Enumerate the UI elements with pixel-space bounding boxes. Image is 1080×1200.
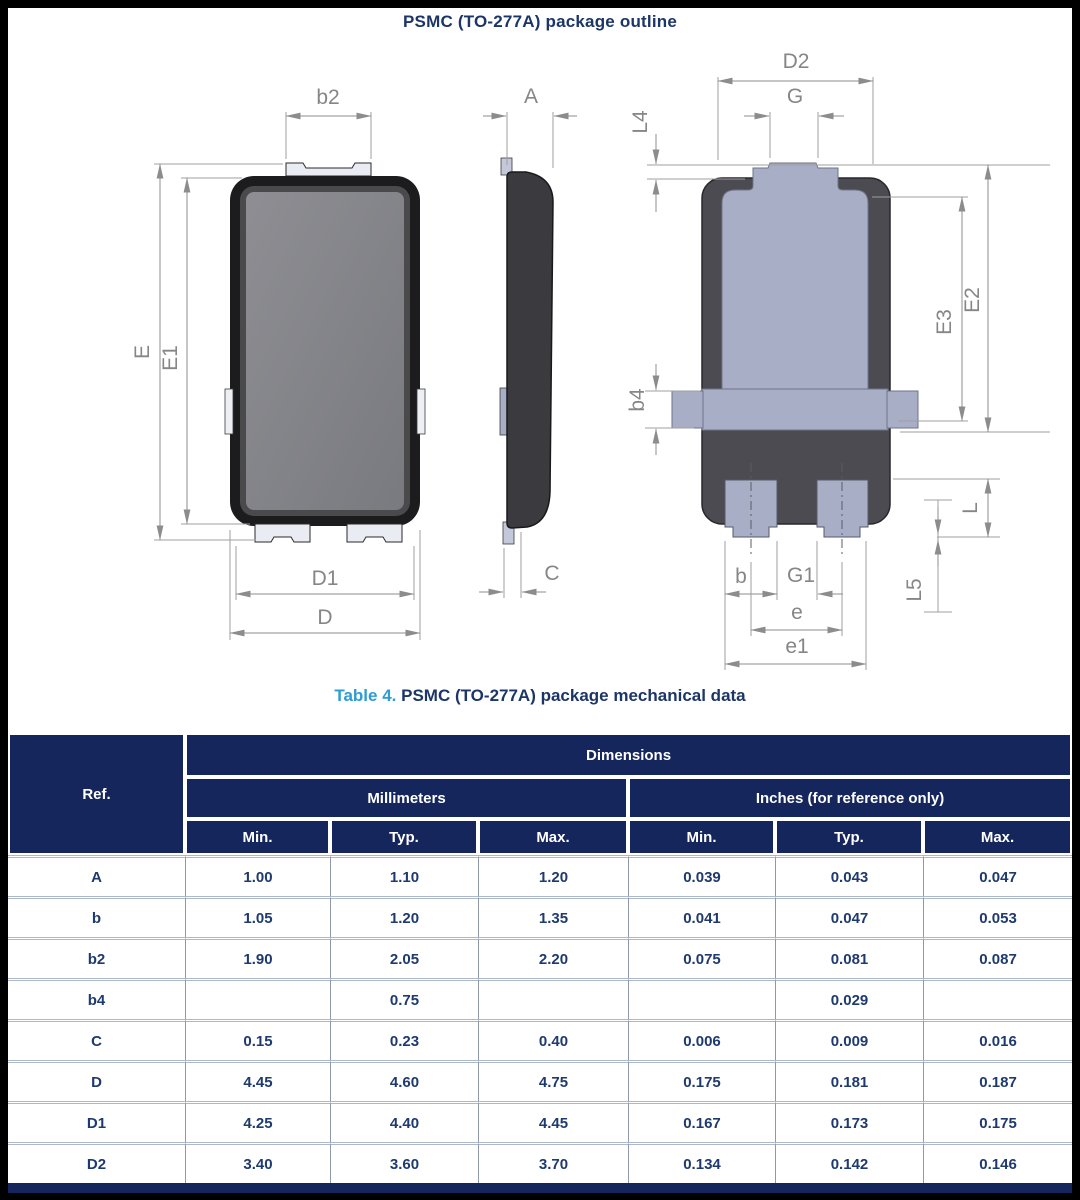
value-cell: 0.047	[923, 855, 1072, 896]
header-mm-min: Min.	[185, 819, 330, 855]
dim-C	[479, 532, 560, 598]
table-bottom-strip	[8, 1183, 1072, 1193]
dim-label-E3: E3	[933, 309, 956, 335]
table-caption-label: Table 4.	[334, 686, 397, 705]
value-cell: 0.041	[628, 896, 775, 937]
dim-label-L: L	[959, 502, 982, 514]
value-cell: 0.175	[628, 1060, 775, 1101]
value-cell: 1.20	[330, 896, 478, 937]
dim-D1	[236, 546, 414, 600]
value-cell: 4.45	[185, 1060, 330, 1101]
value-cell: 0.40	[478, 1019, 628, 1060]
dim-G	[744, 85, 844, 158]
dim-label-L4: L4	[629, 110, 652, 134]
value-cell: 0.009	[775, 1019, 923, 1060]
value-cell: 3.60	[330, 1142, 478, 1183]
table-row	[8, 855, 1072, 896]
row-ref-cell: A	[8, 855, 185, 896]
table-caption-title: PSMC (TO-277A) package mechanical data	[401, 686, 746, 705]
side-view	[479, 85, 577, 598]
table-header	[8, 733, 1072, 855]
dim-label-D1: D1	[311, 567, 339, 590]
value-cell: 0.029	[775, 978, 923, 1019]
header-in-typ: Typ.	[775, 819, 923, 855]
value-cell: 0.047	[775, 896, 923, 937]
dim-label-b4: b4	[626, 388, 649, 412]
value-cell: 0.053	[923, 896, 1072, 937]
page-title: PSMC (TO-277A) package outline	[403, 12, 677, 31]
value-cell: 0.15	[185, 1019, 330, 1060]
value-cell: 0.167	[628, 1101, 775, 1142]
value-cell: 0.075	[628, 937, 775, 978]
dim-label-E: E	[131, 344, 154, 360]
dim-L	[893, 479, 1000, 537]
exposed-pad	[722, 163, 868, 389]
value-cell	[628, 978, 775, 1019]
dim-label-G: G	[786, 85, 804, 108]
table-body	[8, 855, 1072, 1183]
bottom-lead-tab	[255, 524, 310, 542]
row-ref-cell: D1	[8, 1101, 185, 1142]
value-cell: 4.45	[478, 1101, 628, 1142]
row-ref-cell: D	[8, 1060, 185, 1101]
table-row	[8, 1019, 1072, 1060]
dim-label-G1: G1	[786, 564, 816, 587]
table-row	[8, 937, 1072, 978]
value-cell: 0.181	[775, 1060, 923, 1101]
header-inches: Inches (for reference only)	[628, 777, 1072, 819]
value-cell: 3.40	[185, 1142, 330, 1183]
table-row	[8, 1101, 1072, 1142]
value-cell: 1.05	[185, 896, 330, 937]
header-in-max: Max.	[923, 819, 1072, 855]
value-cell: 2.20	[478, 937, 628, 978]
dim-label-e: e	[791, 601, 803, 624]
dim-label-E1: E1	[159, 345, 182, 371]
value-cell: 0.087	[923, 937, 1072, 978]
bottom-lead-tab	[347, 524, 402, 542]
pad-side-tab	[887, 391, 918, 428]
side-lead-tab	[417, 389, 425, 434]
header-in-min: Min.	[628, 819, 775, 855]
value-cell: 0.043	[775, 855, 923, 896]
value-cell: 4.40	[330, 1101, 478, 1142]
table-caption	[8, 686, 1072, 706]
table-row	[8, 896, 1072, 937]
dim-label-D: D	[317, 606, 333, 629]
value-cell: 4.60	[330, 1060, 478, 1101]
package-outline-drawing	[8, 38, 1072, 686]
value-cell: 1.20	[478, 855, 628, 896]
value-cell: 2.05	[330, 937, 478, 978]
value-cell	[185, 978, 330, 1019]
table-row	[8, 1142, 1072, 1183]
side-package-body	[507, 172, 553, 528]
side-lead-tab	[225, 389, 233, 434]
mechanical-data-table-wrap	[8, 733, 1072, 1193]
value-cell: 1.00	[185, 855, 330, 896]
value-cell: 0.146	[923, 1142, 1072, 1183]
value-cell	[478, 978, 628, 1019]
header-millimeters: Millimeters	[185, 777, 628, 819]
value-cell: 0.175	[923, 1101, 1072, 1142]
dim-label-L5: L5	[903, 578, 926, 602]
value-cell: 0.187	[923, 1060, 1072, 1101]
header-ref: Ref.	[8, 733, 185, 855]
top-lead-tab	[286, 163, 371, 176]
value-cell: 0.016	[923, 1019, 1072, 1060]
value-cell: 0.039	[628, 855, 775, 896]
dim-A	[483, 85, 577, 168]
value-cell: 4.25	[185, 1101, 330, 1142]
front-view	[131, 86, 425, 640]
header-mm-max: Max.	[478, 819, 628, 855]
row-ref-cell: b2	[8, 937, 185, 978]
row-ref-cell: D2	[8, 1142, 185, 1183]
dim-label-e1: e1	[785, 635, 809, 658]
dim-label-b: b	[735, 565, 747, 588]
value-cell: 0.006	[628, 1019, 775, 1060]
pad-band	[702, 389, 888, 430]
value-cell: 0.134	[628, 1142, 775, 1183]
table-row	[8, 978, 1072, 1019]
value-cell: 1.35	[478, 896, 628, 937]
value-cell: 0.23	[330, 1019, 478, 1060]
dim-L5	[903, 500, 952, 612]
table-row	[8, 1060, 1072, 1101]
value-cell: 0.142	[775, 1142, 923, 1183]
value-cell: 0.173	[775, 1101, 923, 1142]
value-cell: 1.90	[185, 937, 330, 978]
value-cell: 0.75	[330, 978, 478, 1019]
bottom-view	[626, 50, 1050, 670]
row-ref-cell: C	[8, 1019, 185, 1060]
dim-label-A: A	[523, 85, 539, 108]
dim-label-C: C	[544, 562, 560, 585]
value-cell	[923, 978, 1072, 1019]
package-face	[246, 192, 404, 510]
row-ref-cell: b4	[8, 978, 185, 1019]
row-ref-cell: b	[8, 896, 185, 937]
header-mm-typ: Typ.	[330, 819, 478, 855]
dim-label-D2: D2	[782, 50, 810, 73]
value-cell: 1.10	[330, 855, 478, 896]
header-dimensions: Dimensions	[185, 733, 1072, 777]
pad-side-tab	[672, 391, 703, 428]
value-cell: 0.081	[775, 937, 923, 978]
dim-label-b2: b2	[316, 86, 340, 109]
dim-G1	[787, 541, 843, 600]
mechanical-data-table	[8, 733, 1072, 1183]
value-cell: 4.75	[478, 1060, 628, 1101]
dim-b2	[286, 86, 371, 159]
value-cell: 3.70	[478, 1142, 628, 1183]
datasheet-page	[8, 8, 1072, 1192]
dim-label-E2: E2	[961, 287, 984, 313]
